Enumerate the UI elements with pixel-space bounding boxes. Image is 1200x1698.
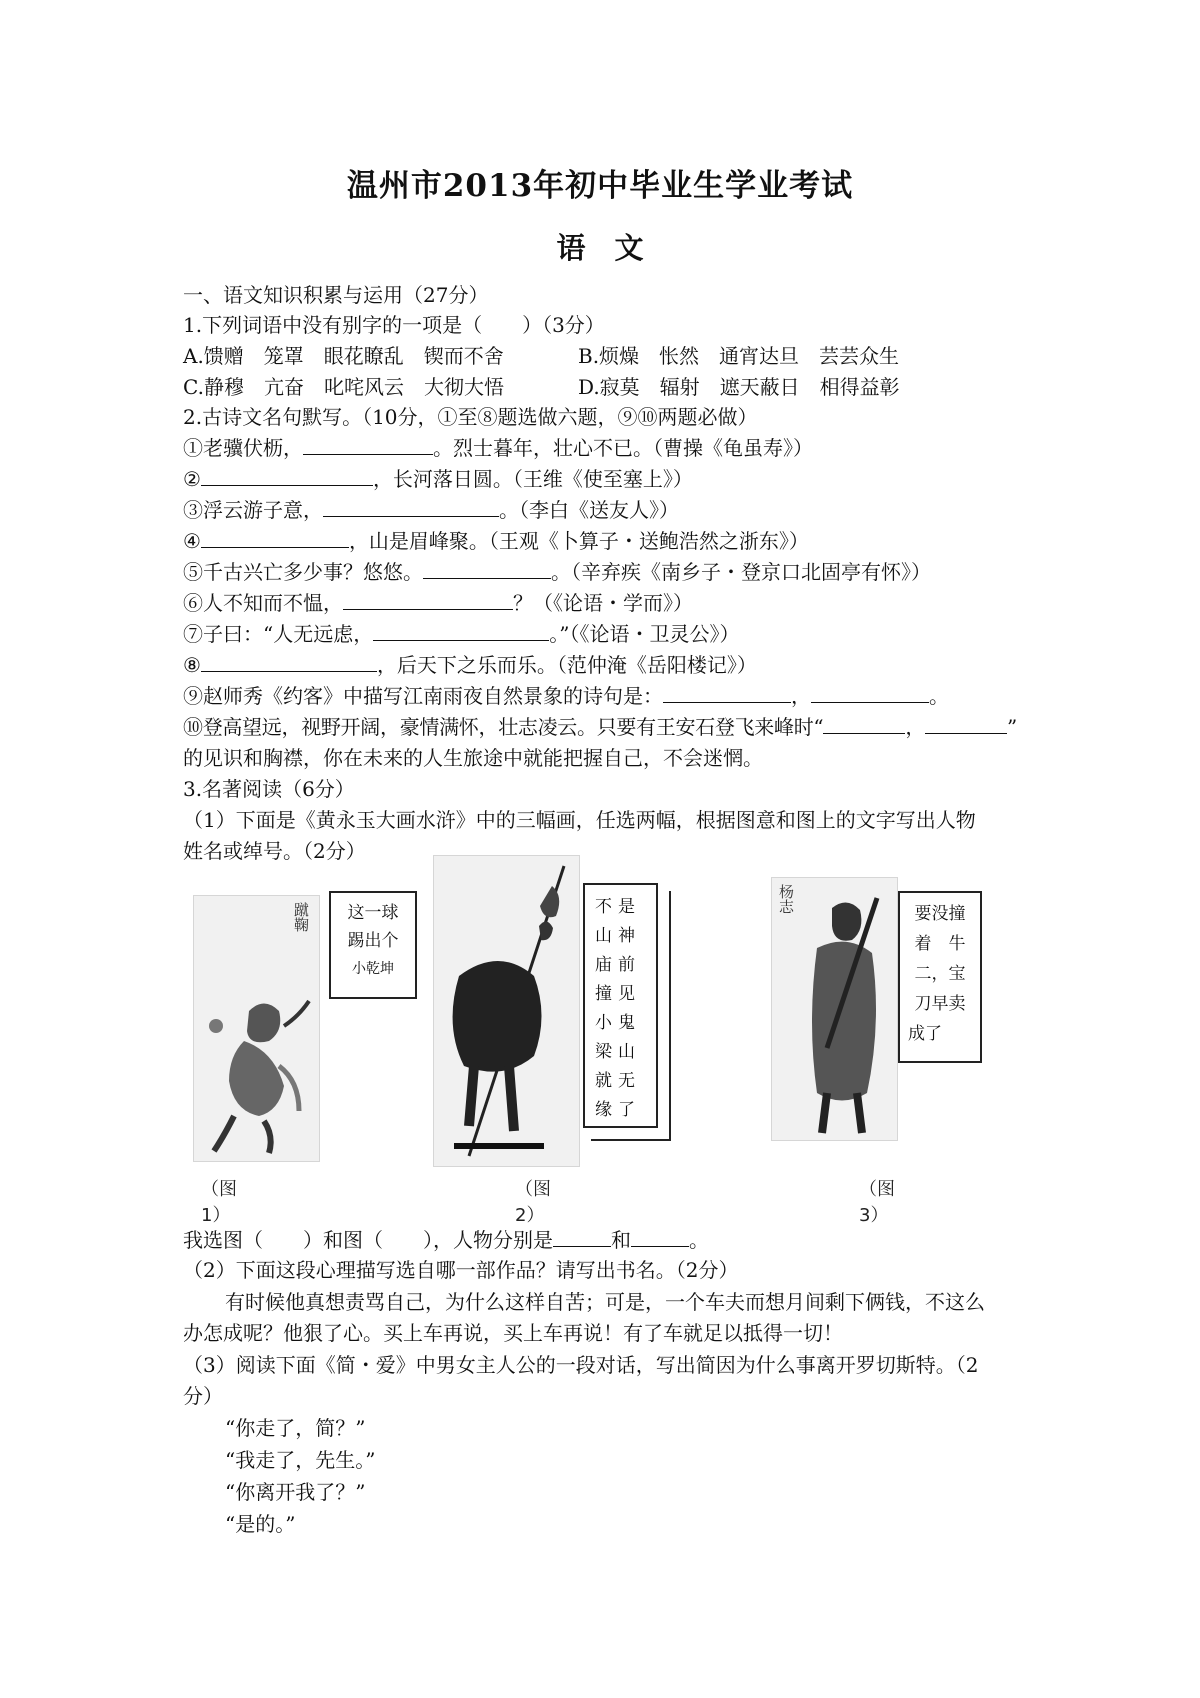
answer-blank[interactable] — [201, 527, 349, 548]
item-text: 我选图（ ）和图（ ），人物分别是 — [183, 1228, 553, 1252]
q3-part1-text: （1）下面是《黄永玉大画水浒》中的三幅画，任选两幅，根据图意和图上的文字写出人物 — [183, 808, 976, 832]
item-text: ⑥人不知而不愠， — [183, 591, 343, 615]
q2-item-9 — [183, 681, 949, 711]
speech-line: 这一球 — [347, 903, 399, 923]
q1-option-d: D.寂莫 辐射 遮天蔽日 相得益彰 — [578, 375, 900, 399]
q2-item-1 — [183, 433, 813, 463]
speech-line: 二，宝 — [914, 964, 966, 984]
item-text: ①老骥伏枥， — [183, 436, 303, 460]
item-text: ③浮云游子意， — [183, 498, 323, 522]
item-text: ，长河落日圆。（王维《使至塞上》） — [372, 467, 693, 491]
answer-blank[interactable] — [631, 1226, 689, 1247]
q3-answer-line — [183, 1225, 709, 1255]
answer-blank[interactable] — [373, 620, 549, 641]
item-text: ④ — [183, 529, 201, 553]
item-text: ，山是眉峰聚。（王观《卜算子・送鲍浩然之浙东》） — [348, 529, 809, 553]
q2-item-10 — [183, 712, 1017, 742]
q1-option-b: B.烦燥 怅然 通宵达旦 芸芸众生 — [578, 344, 900, 368]
speech-line: 小乾坤 — [352, 961, 394, 977]
speech-line: 踢出个 — [347, 931, 399, 951]
answer-blank[interactable] — [823, 713, 905, 734]
figure-strip — [183, 855, 1033, 1226]
dialogue-line: “是的。” — [225, 1512, 296, 1536]
item-text: 。 — [689, 1228, 709, 1252]
item-text: ⑤千古兴亡多少事？悠悠。 — [183, 560, 423, 584]
item-text: ， — [791, 684, 811, 708]
figure-3-illustration — [771, 877, 898, 1141]
item-text: ⑧ — [183, 653, 201, 677]
speech-text: 不是山神庙前撞见小鬼梁山就无缘了 — [595, 897, 641, 1120]
answer-blank[interactable] — [925, 713, 1007, 734]
item-text: 。”（《论语・卫灵公》） — [549, 622, 740, 646]
answer-blank[interactable] — [423, 558, 551, 579]
answer-blank[interactable] — [553, 1226, 611, 1247]
item-text: ？（《论语・学而》） — [513, 591, 693, 615]
q3-part2-passage: 有时候他真想责骂自己，为什么这样自苦；可是，一个车夫而想月间剩下俩钱，不这么 — [225, 1290, 985, 1314]
answer-blank[interactable] — [343, 589, 513, 610]
answer-blank[interactable] — [303, 434, 433, 455]
figure-2-caption: （图 2） — [515, 1179, 551, 1226]
figure-3-caption: （图 3） — [859, 1179, 895, 1226]
answer-blank[interactable] — [201, 465, 373, 486]
answer-blank[interactable] — [323, 496, 499, 517]
answer-blank[interactable] — [201, 651, 377, 672]
section-heading: 一、语文知识积累与运用（27分） — [183, 283, 489, 307]
item-text: ， — [905, 715, 926, 739]
speech-line: 着 牛 — [914, 934, 966, 954]
dialogue-line: “你离开我了？” — [225, 1480, 366, 1504]
figure-1-caption: （图 1） — [201, 1179, 237, 1226]
item-text: ② — [183, 467, 201, 491]
exam-title: 温州市2013年初中毕业生学业考试 — [346, 168, 854, 204]
item-text: 。 — [929, 684, 949, 708]
q2-item-4 — [183, 526, 809, 556]
q3-part3-stem-cont: 分） — [183, 1384, 223, 1408]
q3-part2-stem: （2）下面这段心理描写选自哪一部作品？请写出书名。（2分） — [183, 1258, 739, 1282]
q2-item-5 — [183, 557, 931, 587]
q2-item-10-cont: 的见识和胸襟，你在未来的人生旅途中就能把握自己，不会迷惘。 — [183, 746, 763, 770]
figure-2-illustration — [433, 855, 580, 1167]
calligraphy-inscription: 杨志 — [777, 884, 795, 914]
item-text: ” — [1007, 715, 1017, 739]
q3-stem: 3.名著阅读（6分） — [183, 777, 355, 801]
q1-option-c: C.静穆 亢奋 叱咤风云 大彻大悟 — [183, 375, 504, 399]
speech-line: 要没撞 — [914, 904, 966, 924]
item-text: 。烈士暮年，壮心不已。（曹操《龟虽寿》） — [433, 436, 813, 460]
figure-2-box-shadow — [591, 891, 671, 1141]
spear-figure-drawing — [434, 856, 579, 1166]
q3-part1-text-cont: 姓名或绰号。（2分） — [183, 839, 366, 863]
speech-line: 成了 — [908, 1024, 942, 1044]
item-text: ⑩登高望远，视野开阔，豪情满怀，壮志凌云。只要有王安石登飞来峰时“ — [183, 715, 824, 739]
answer-blank[interactable] — [663, 682, 791, 703]
figure-3-speech-box — [898, 891, 982, 1063]
dialogue-line: “你走了，简？” — [225, 1416, 366, 1440]
dialogue-line: “我走了，先生。” — [225, 1448, 376, 1472]
item-text: ⑦子曰：“人无远虑， — [183, 622, 374, 646]
q1-option-a: A.馈赠 笼罩 眼花瞭乱 锲而不舍 — [183, 344, 504, 368]
q2-item-8 — [183, 650, 757, 680]
q2-item-6 — [183, 588, 693, 618]
item-text: ，后天下之乐而乐。（范仲淹《岳阳楼记》） — [376, 653, 757, 677]
q2-item-2 — [183, 464, 693, 494]
item-text: ⑨赵师秀《约客》中描写江南雨夜自然景象的诗句是： — [183, 684, 663, 708]
q1-stem: 1.下列词语中没有别字的一项是（ ）（3分） — [183, 313, 605, 337]
q3-part3-stem: （3）阅读下面《简・爱》中男女主人公的一段对话，写出简因为什么事离开罗切斯特。（2 — [183, 1353, 979, 1377]
q2-item-7 — [183, 619, 739, 649]
figure-1-speech-box — [329, 891, 417, 999]
q2-item-3 — [183, 495, 679, 525]
item-text: 。（辛弃疾《南乡子・登京口北固亭有怀》） — [551, 560, 931, 584]
item-text: 。（李白《送友人》） — [499, 498, 679, 522]
calligraphy-inscription: 蹴鞠 — [292, 902, 310, 932]
answer-blank[interactable] — [811, 682, 929, 703]
item-text: 和 — [611, 1228, 631, 1252]
figure-1-illustration — [193, 895, 320, 1162]
q3-part2-passage-cont: 办怎成呢？他狠了心。买上车再说，买上车再说！有了车就足以抵得一切！ — [183, 1321, 843, 1345]
speech-line: 刀早卖 — [914, 994, 966, 1014]
subject-title: 语 文 — [556, 231, 644, 265]
q2-stem: 2.古诗文名句默写。（10分，①至⑧题选做六题，⑨⑩两题必做） — [183, 405, 758, 429]
